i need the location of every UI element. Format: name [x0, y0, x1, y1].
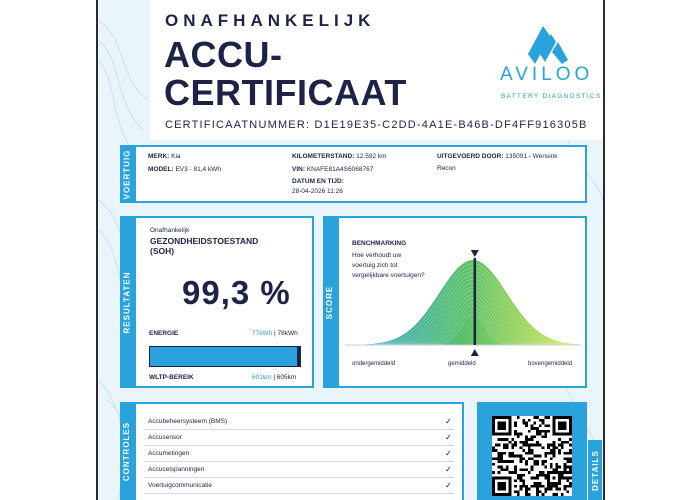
soh-progress-bar	[149, 346, 301, 367]
checkmark-icon: ✓	[445, 417, 452, 426]
score-tab: SCORE	[323, 216, 337, 388]
details-tab: DETAILS	[588, 440, 602, 500]
mileage-row: KILOMETERSTAND: 12.592 km	[292, 153, 387, 160]
control-divider	[144, 461, 454, 462]
title-line-2: CERTIFICAAT	[164, 72, 407, 113]
control-item-label: Accubeheersysteem (BMS)	[148, 418, 228, 425]
certificate-number: CERTIFICAATNUMMER: D1E19E35-C2DD-4A1E-B46B-DF4FF916305B	[165, 119, 588, 131]
control-divider	[144, 493, 454, 494]
aviloo-logo-icon	[498, 12, 598, 102]
soh-progress-end	[297, 347, 300, 366]
label-above-average: bovengemiddeld	[528, 361, 573, 367]
model-row: MODEL: EV3 - 81,4 kWh	[148, 166, 221, 173]
control-item-label: Accucelspanningen	[148, 466, 205, 473]
results-tab: RESULTATEN	[120, 216, 134, 388]
soh-progress-fill	[150, 347, 299, 366]
logo-tagline: BATTERY DIAGNOSTICS	[501, 93, 602, 100]
label-below-average: ondergemiddeld	[352, 361, 396, 367]
control-divider	[144, 477, 454, 478]
vin-row: VIN: KNAFE81A4S6068767	[292, 166, 374, 173]
qr-code-icon	[492, 416, 572, 496]
marker-top-triangle-icon	[471, 250, 479, 257]
control-item-label: Accumetingen	[148, 450, 190, 457]
title-line-1: ACCU-	[164, 34, 283, 75]
control-item-label: Voertuigcommunicatie	[148, 482, 212, 489]
controls-tab: CONTROLES	[120, 402, 134, 500]
energy-label: ENERGIE	[149, 330, 179, 337]
control-divider	[144, 445, 454, 446]
energy-values: 77kWh | 78kWh	[252, 330, 298, 337]
vehicle-tab: VOERTUIG	[120, 145, 134, 203]
frame-right	[603, 0, 605, 500]
performed-by-row: UITGEVOERD DOOR: 135091 - Wensink	[437, 153, 558, 160]
eyebrow-text: ONAFHANKELIJK	[165, 11, 376, 30]
range-label: WLTP-BEREIK	[149, 374, 194, 381]
marker-bottom-triangle-icon	[471, 349, 479, 356]
page-title	[164, 36, 407, 112]
benchmark-question: Hoe verhoudt uw voertuig zich tot vergelijkbare voertuigen?	[352, 252, 425, 279]
bell-curve-shape	[345, 260, 581, 345]
checkmark-icon: ✓	[445, 465, 452, 474]
range-values: 601km | 605km	[252, 374, 297, 381]
soh-title: GEZONDHEIDSTOESTAND (SOH)	[150, 236, 259, 256]
checkmark-icon: ✓	[445, 449, 452, 458]
benchmark-title: BENCHMARKING	[352, 240, 407, 247]
date-label: DATUM EN TIJD:	[292, 178, 344, 185]
control-divider	[144, 429, 454, 430]
logo-wordmark: AVILOO	[500, 64, 594, 85]
checkmark-icon: ✓	[445, 433, 452, 442]
date-value: 28-04-2026 11:26	[292, 188, 343, 195]
performed-by-line2: Recon	[437, 165, 456, 172]
benchmark-curve	[345, 248, 581, 364]
soh-subtitle: Onafhankelijk	[150, 227, 190, 234]
brand-row: MERK: Kia	[148, 153, 181, 160]
control-item-label: Accusensor	[148, 434, 182, 441]
checkmark-icon: ✓	[445, 481, 452, 490]
label-average: gemiddeld	[448, 361, 476, 367]
soh-value: 99,3 %	[182, 274, 291, 311]
